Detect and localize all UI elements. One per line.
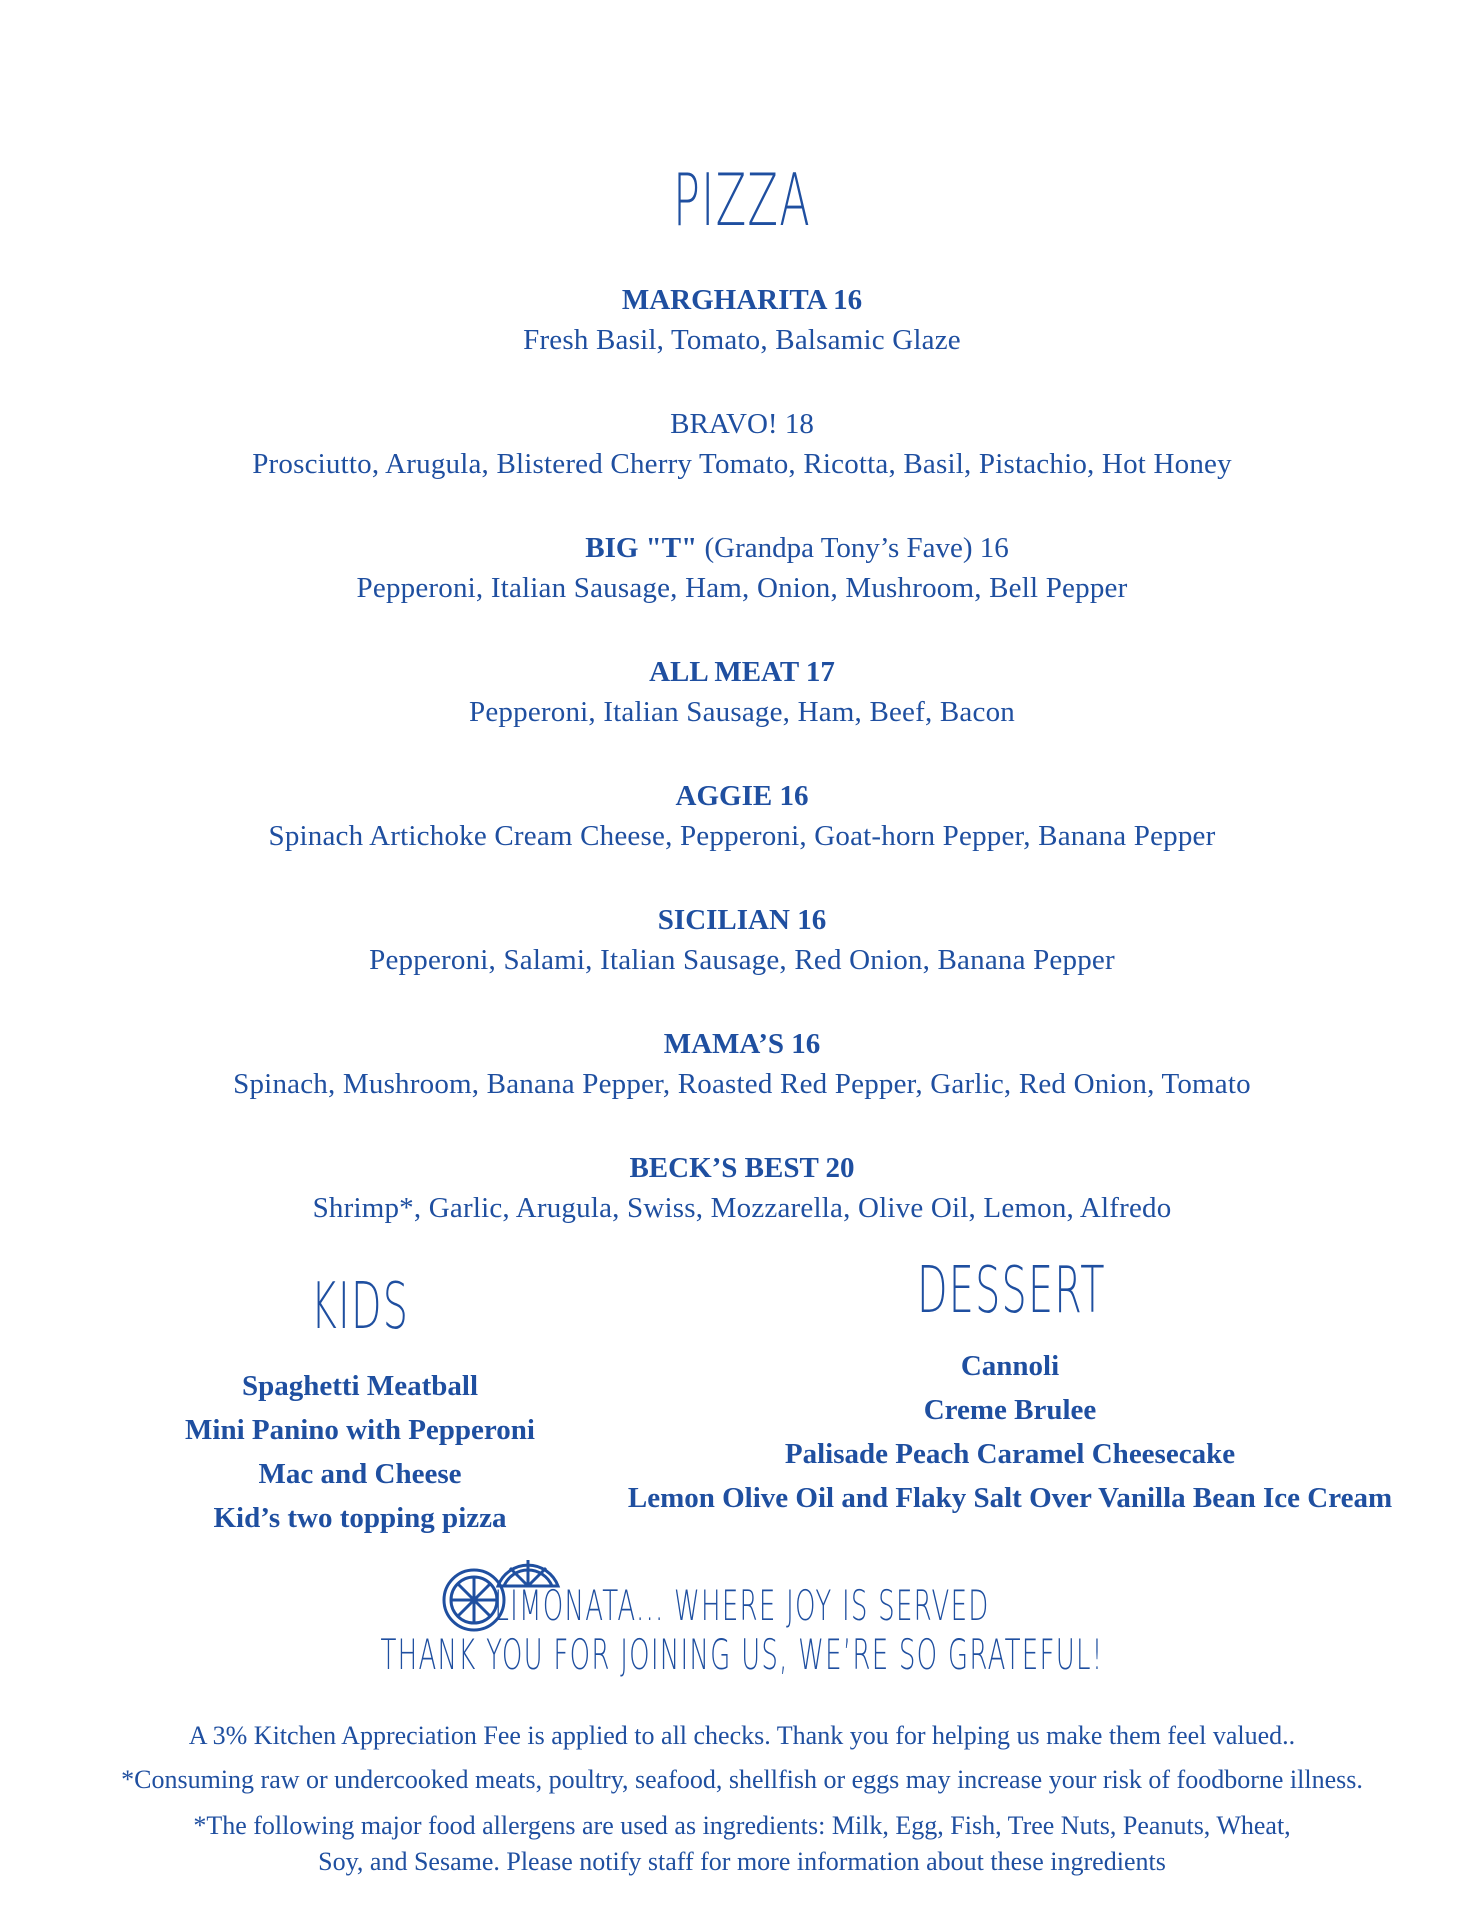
pizza-name-bold: BIG "T" bbox=[585, 532, 698, 564]
pizza-description: Pepperoni, Italian Sausage, Ham, Beef, Bacon bbox=[469, 696, 1015, 728]
pizza-item-becks-best bbox=[0, 1148, 1484, 1272]
pizza-item-all-meat bbox=[0, 652, 1484, 776]
pizza-name: BECK’S BEST 20 bbox=[629, 1152, 855, 1184]
dessert-item: Lemon Olive Oil and Flaky Salt Over Vanilla Bean Ice Cream bbox=[627, 1482, 1393, 1514]
kids-menu-list bbox=[90, 1364, 630, 1540]
pizza-description: Spinach Artichoke Cream Cheese, Pepperoni, Goat-horn Pepper, Banana Pepper bbox=[268, 820, 1216, 852]
pizza-description: Spinach, Mushroom, Banana Pepper, Roasted Red Pepper, Garlic, Red Onion, Tomato bbox=[233, 1068, 1251, 1100]
dessert-section-title: DESSERT bbox=[917, 1254, 1106, 1328]
allergen-notice-line-2: Soy, and Sesame. Please notify staff for more information about these ingredients bbox=[318, 1847, 1166, 1876]
pizza-name bbox=[0, 528, 1484, 568]
fee-notice: A 3% Kitchen Appreciation Fee is applied to all checks. Thank you for helping us make them feel valued.. bbox=[188, 1721, 1296, 1750]
pizza-section-title: PIZZA bbox=[673, 158, 811, 242]
kids-item: Spaghetti Meatball bbox=[241, 1370, 479, 1402]
footer-notes bbox=[0, 1714, 1484, 1880]
pizza-name: MAMA’S 16 bbox=[663, 1028, 821, 1060]
dessert-menu-list bbox=[560, 1344, 1460, 1520]
kids-item: Mini Panino with Pepperoni bbox=[185, 1414, 535, 1446]
pizza-name: SICILIAN 16 bbox=[657, 904, 827, 936]
pizza-item-mamas bbox=[0, 1024, 1484, 1148]
allergen-notice-line-1: *The following major food allergens are used as ingredients: Milk, Egg, Fish, Tree Nuts, Peanuts, Wheat, bbox=[193, 1811, 1291, 1840]
kids-item: Kid’s two topping pizza bbox=[213, 1502, 507, 1534]
pizza-description: Pepperoni, Italian Sausage, Ham, Onion, Mushroom, Bell Pepper bbox=[356, 572, 1128, 604]
pizza-item-sicilian bbox=[0, 900, 1484, 1024]
pizza-item-aggie bbox=[0, 776, 1484, 900]
pizza-item-bravo bbox=[0, 404, 1484, 528]
pizza-name: MARGHARITA 16 bbox=[621, 284, 863, 316]
consumption-warning: *Consuming raw or undercooked meats, poultry, seafood, shellfish or eggs may increase your risk of foodborne illness. bbox=[121, 1765, 1363, 1794]
tagline-line-2: THANK YOU FOR JOINING US, WE’RE SO GRATEFUL! bbox=[380, 1630, 1104, 1679]
pizza-name: BRAVO! 18 bbox=[670, 408, 814, 440]
kids-item: Mac and Cheese bbox=[258, 1458, 462, 1490]
dessert-item: Palisade Peach Caramel Cheesecake bbox=[784, 1438, 1236, 1470]
tagline bbox=[0, 1582, 1484, 1680]
pizza-name-rest: (Grandpa Tony’s Fave) 16 bbox=[697, 532, 1009, 564]
pizza-item-big-t bbox=[0, 528, 1484, 652]
kids-section-title: KIDS bbox=[310, 1270, 410, 1344]
dessert-item: Creme Brulee bbox=[923, 1394, 1097, 1426]
pizza-name: ALL MEAT 17 bbox=[649, 656, 835, 688]
pizza-menu-list bbox=[0, 280, 1484, 1272]
pizza-description: Prosciutto, Arugula, Blistered Cherry Tomato, Ricotta, Basil, Pistachio, Hot Honey bbox=[252, 448, 1232, 480]
pizza-description: Shrimp*, Garlic, Arugula, Swiss, Mozzarella, Olive Oil, Lemon, Alfredo bbox=[312, 1192, 1172, 1224]
pizza-description: Fresh Basil, Tomato, Balsamic Glaze bbox=[523, 324, 961, 356]
dessert-item: Cannoli bbox=[960, 1350, 1060, 1382]
pizza-description: Pepperoni, Salami, Italian Sausage, Red Onion, Banana Pepper bbox=[369, 944, 1115, 976]
pizza-item-margharita bbox=[0, 280, 1484, 404]
tagline-line-1: LIMONATA... WHERE JOY IS SERVED bbox=[494, 1581, 990, 1630]
pizza-name: AGGIE 16 bbox=[675, 780, 809, 812]
